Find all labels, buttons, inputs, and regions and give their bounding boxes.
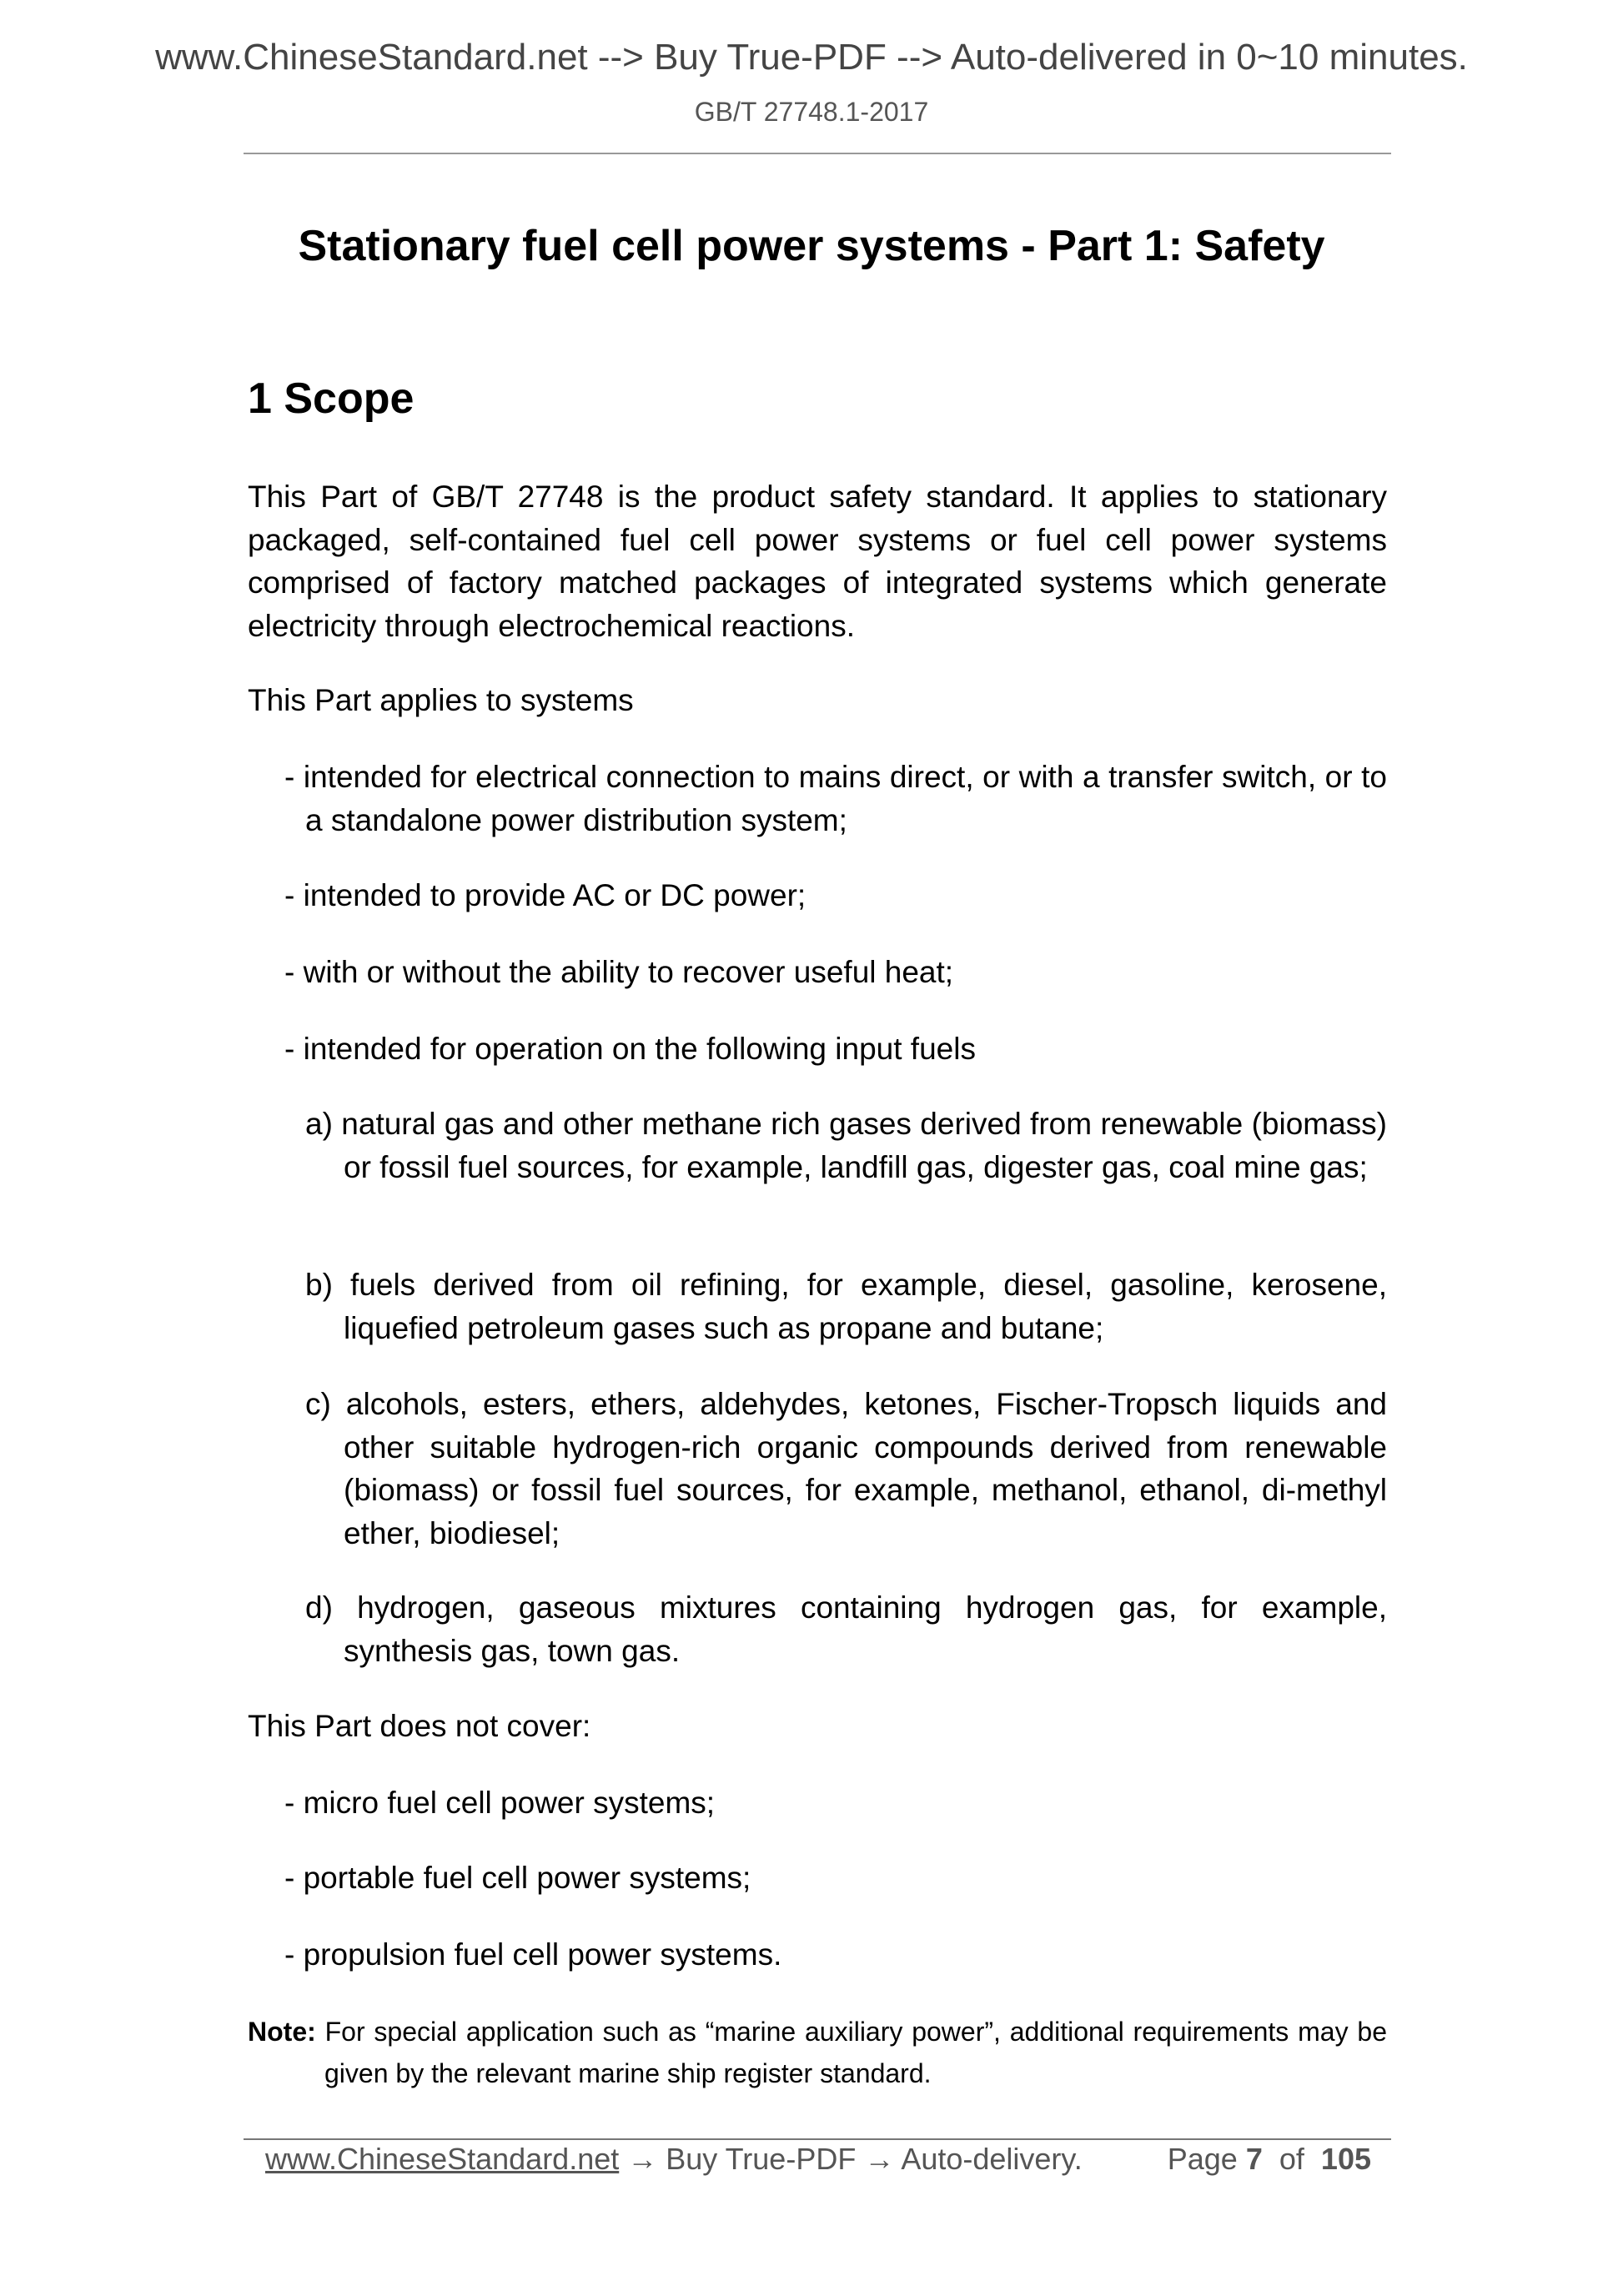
page-of: of (1279, 2142, 1304, 2176)
fuel-item: d) hydrogen, gaseous mixtures containing hydrogen gas, for example, synthesis gas, town gas. (305, 1590, 1387, 1668)
standard-number: GB/T 27748.1-2017 (694, 97, 929, 127)
excludes-intro: This Part does not cover: (248, 1709, 591, 1743)
list-item: - intended for operation on the following input fuels (284, 1032, 976, 1066)
footer-text: → Buy True-PDF → Auto-delivery. (619, 2142, 1083, 2176)
list-item: - micro fuel cell power systems; (284, 1786, 716, 1820)
footer (265, 2142, 1371, 2177)
page-indicator (1168, 2142, 1371, 2177)
note (248, 2011, 1387, 2094)
fuel-item: c) alcohols, esters, ethers, aldehydes, ketones, Fischer-Tropsch liquids and other suitable hydrogen-rich organic compounds derived from renewable (biomass) or fossil fuel sources, for example, methanol, ethanol, di-methyl ether, biodiesel; (305, 1387, 1387, 1550)
fuel-item: b) fuels derived from oil refining, for example, diesel, gasoline, kerosene, liquefied petroleum gases such as propane and butane; (305, 1268, 1387, 1345)
note-label: Note: (248, 2017, 316, 2047)
header-divider (244, 153, 1391, 154)
list-item: - propulsion fuel cell power systems. (284, 1937, 782, 1972)
list-item: - intended for electrical connection to mains direct, or with a transfer switch, or to a standalone power distribution system; (284, 760, 1387, 837)
document-title: Stationary fuel cell power systems - Part 1: Safety (298, 222, 1325, 270)
note-text: For special application such as “marine auxiliary power”, additional requirements may be given by the relevant marine ship register standard. (324, 2017, 1388, 2088)
list-item: - intended to provide AC or DC power; (284, 878, 806, 912)
footer-link[interactable]: www.ChineseStandard.net (265, 2142, 620, 2176)
page-total: 105 (1320, 2142, 1371, 2176)
page-number: 7 (1245, 2142, 1263, 2176)
fuel-item: a) natural gas and other methane rich gases derived from renewable (biomass) or fossil fuel sources, for example, landfill gas, digester gas, coal mine gas; (305, 1107, 1387, 1184)
footer-divider (244, 2138, 1391, 2140)
section-heading: 1 Scope (248, 374, 415, 423)
page-label: Page (1167, 2142, 1238, 2176)
header-banner: www.ChineseStandard.net --> Buy True-PDF --> Auto-delivered in 0~10 minutes. (155, 37, 1468, 78)
scope-paragraph: This Part of GB/T 27748 is the product safety standard. It applies to stationary packaged, self-contained fuel cell power systems or fuel cell power systems comprised of factory matched packages of integrated systems which generate electricity through electrochemical reactions. (248, 480, 1387, 643)
list-item: - portable fuel cell power systems; (284, 1861, 751, 1895)
applies-intro: This Part applies to systems (248, 683, 634, 717)
list-item: - with or without the ability to recover useful heat; (284, 955, 954, 989)
